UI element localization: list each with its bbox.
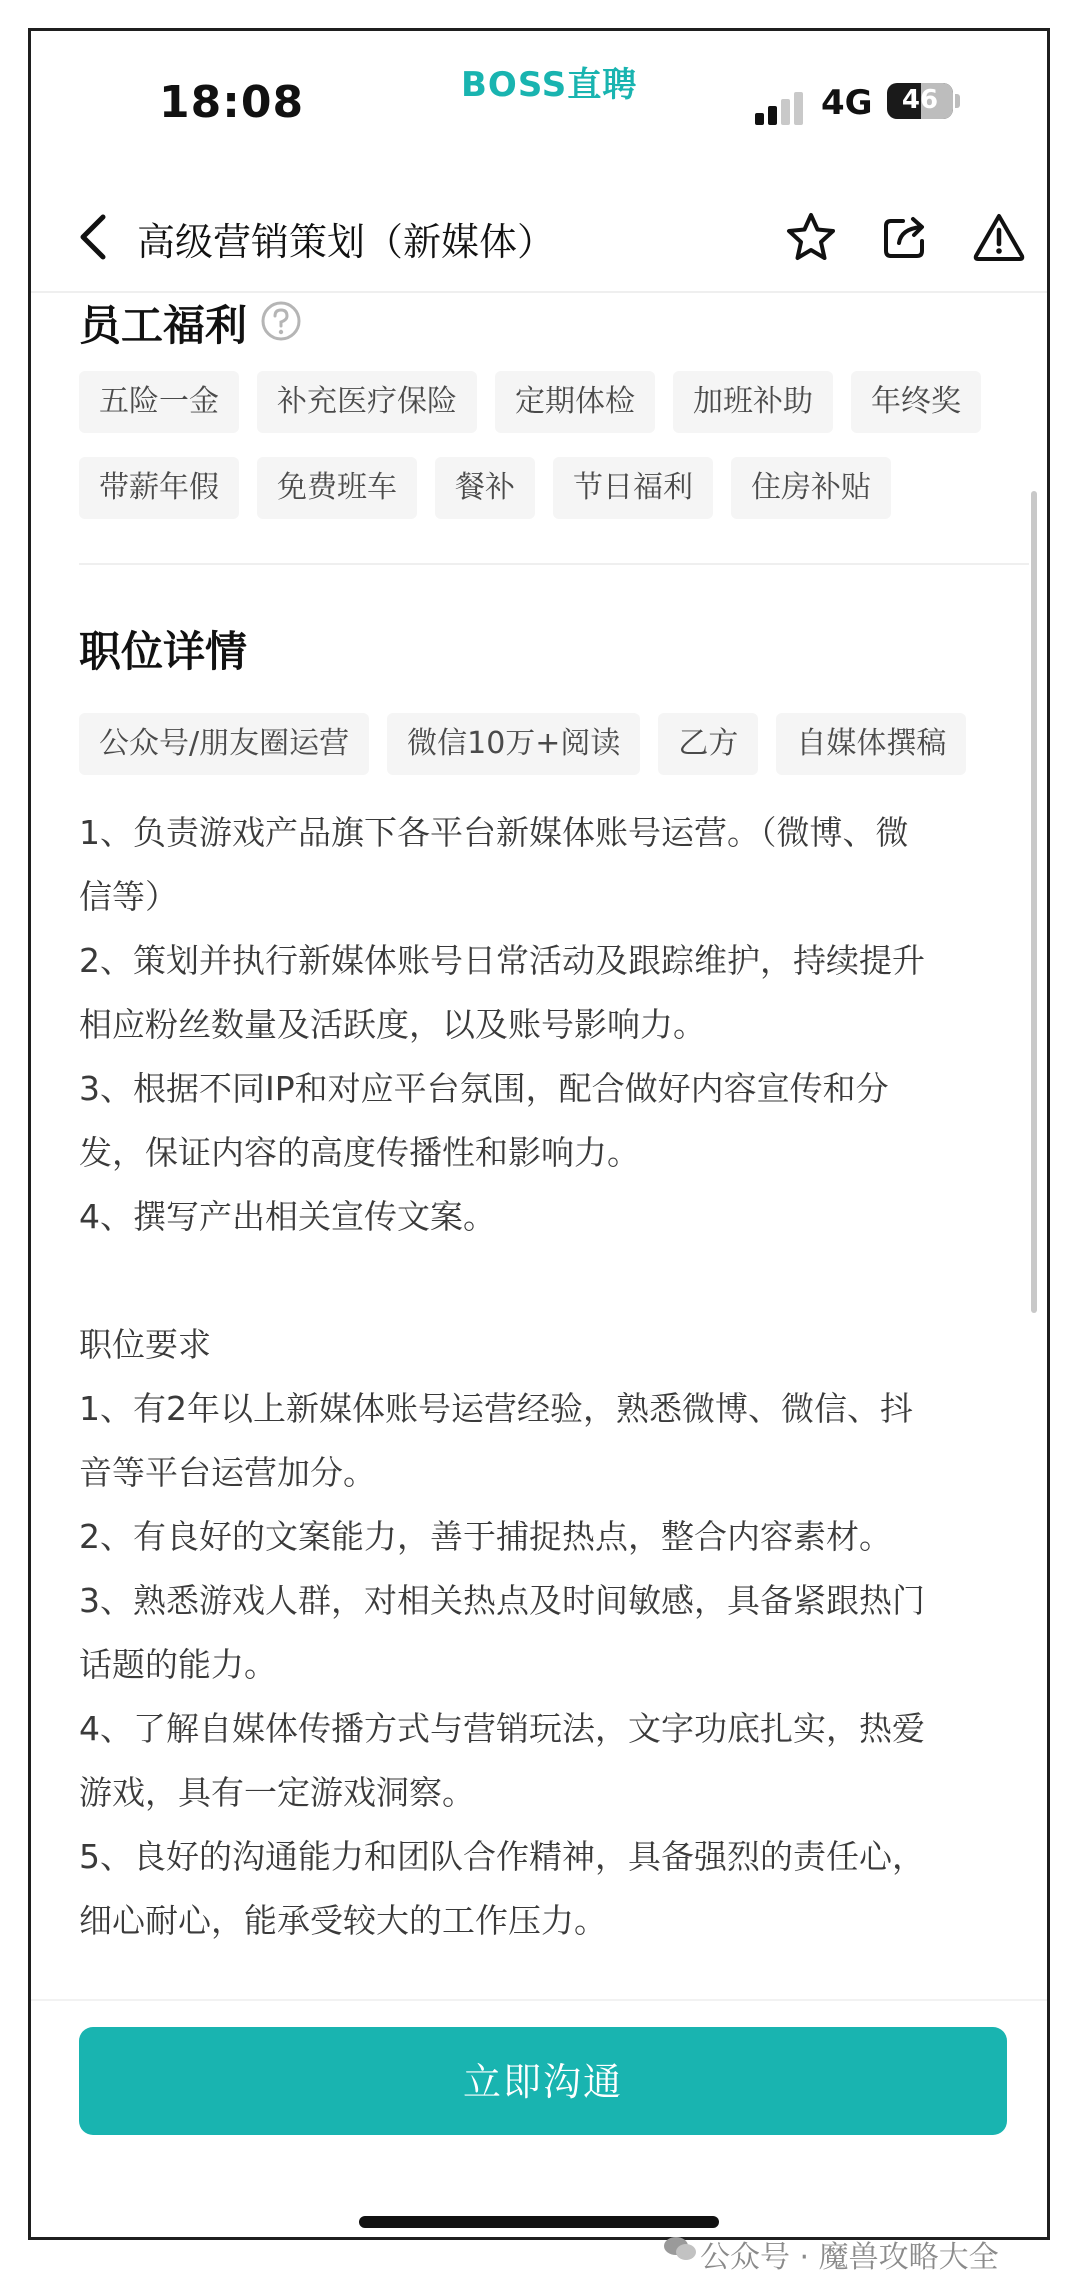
description-line: 话题的能力。 [79,1645,277,1684]
warning-icon[interactable] [971,209,1027,265]
benefit-tag: 餐补 [435,457,535,519]
description-line: 发，保证内容的高度传播性和影响力。 [79,1133,640,1172]
description-line: 游戏，具有一定游戏洞察。 [79,1773,475,1812]
description-line: 5、良好的沟通能力和团队合作精神，具备强烈的责任心， [79,1837,925,1876]
job-description [79,801,1029,1953]
detail-tag: 乙方 [658,713,758,775]
detail-tag: 公众号/朋友圈运营 [79,713,369,775]
home-indicator[interactable] [359,2216,719,2228]
detail-tag: 自媒体撰稿 [776,713,966,775]
description-line: 细心耐心，能承受较大的工作压力。 [79,1901,607,1940]
status-time: 18:08 [159,77,305,128]
description-line: 信等） [79,877,178,916]
battery-icon [887,83,953,119]
page-title: 高级营销策划（新媒体） [137,220,556,264]
section-divider [79,563,1029,565]
network-type: 4G [821,83,873,123]
description-line: 音等平台运营加分。 [79,1453,376,1492]
benefit-tag: 加班补助 [673,371,833,433]
scrollbar[interactable] [1031,491,1037,1313]
battery-cap [955,94,960,108]
blank-line [79,1249,1029,1313]
brand-logo: BOSS直聘 [461,65,638,105]
description-line: 相应粉丝数量及活跃度，以及账号影响力。 [79,1005,706,1044]
nav-bar [31,181,1047,293]
benefit-tag: 年终奖 [851,371,981,433]
detail-tag: 微信10万+阅读 [387,713,640,775]
back-arrow-icon[interactable] [73,211,113,263]
description-line: 2、策划并执行新媒体账号日常活动及跟踪维护，持续提升 [79,941,925,980]
phone-screen [28,28,1050,2240]
description-line: 职位要求 [79,1325,211,1364]
battery-level: 46 [901,85,939,115]
description-line: 2、有良好的文案能力，善于捕捉热点，整合内容素材。 [79,1517,892,1556]
benefit-tag: 五险一金 [79,371,239,433]
bottom-divider [31,1999,1047,2001]
benefit-tag: 节日福利 [553,457,713,519]
details-title: 职位详情 [79,627,248,676]
description-line: 3、熟悉游戏人群，对相关热点及时间敏感，具备紧跟热门 [79,1581,925,1620]
signal-icon [755,91,807,125]
description-line: 4、了解自媒体传播方式与营销玩法，文字功底扎实，热爱 [79,1709,925,1748]
star-icon[interactable] [783,209,839,265]
description-line: 4、撰写产出相关宣传文案。 [79,1197,496,1236]
benefit-tag: 带薪年假 [79,457,239,519]
benefit-tag: 定期体检 [495,371,655,433]
benefit-tag: 住房补贴 [731,457,891,519]
question-circle-icon[interactable] [259,299,303,343]
share-icon[interactable] [877,209,933,265]
benefit-tag: 免费班车 [257,457,417,519]
watermark: 公众号 · 魔兽攻略大全 [700,2240,999,2275]
description-line: 1、有2年以上新媒体账号运营经验，熟悉微博、微信、抖 [79,1389,913,1428]
detail-tags [79,713,1029,799]
wechat-icon [662,2234,698,2264]
benefit-tag: 补充医疗保险 [257,371,477,433]
status-bar [31,31,1047,181]
description-line: 1、负责游戏产品旗下各平台新媒体账号运营。（微博、微 [79,813,909,852]
description-line: 3、根据不同IP和对应平台氛围，配合做好内容宣传和分 [79,1069,889,1108]
benefit-tags [79,371,1029,543]
benefits-title: 员工福利 [79,301,248,350]
chat-now-button[interactable]: 立即沟通 [79,2027,1007,2135]
